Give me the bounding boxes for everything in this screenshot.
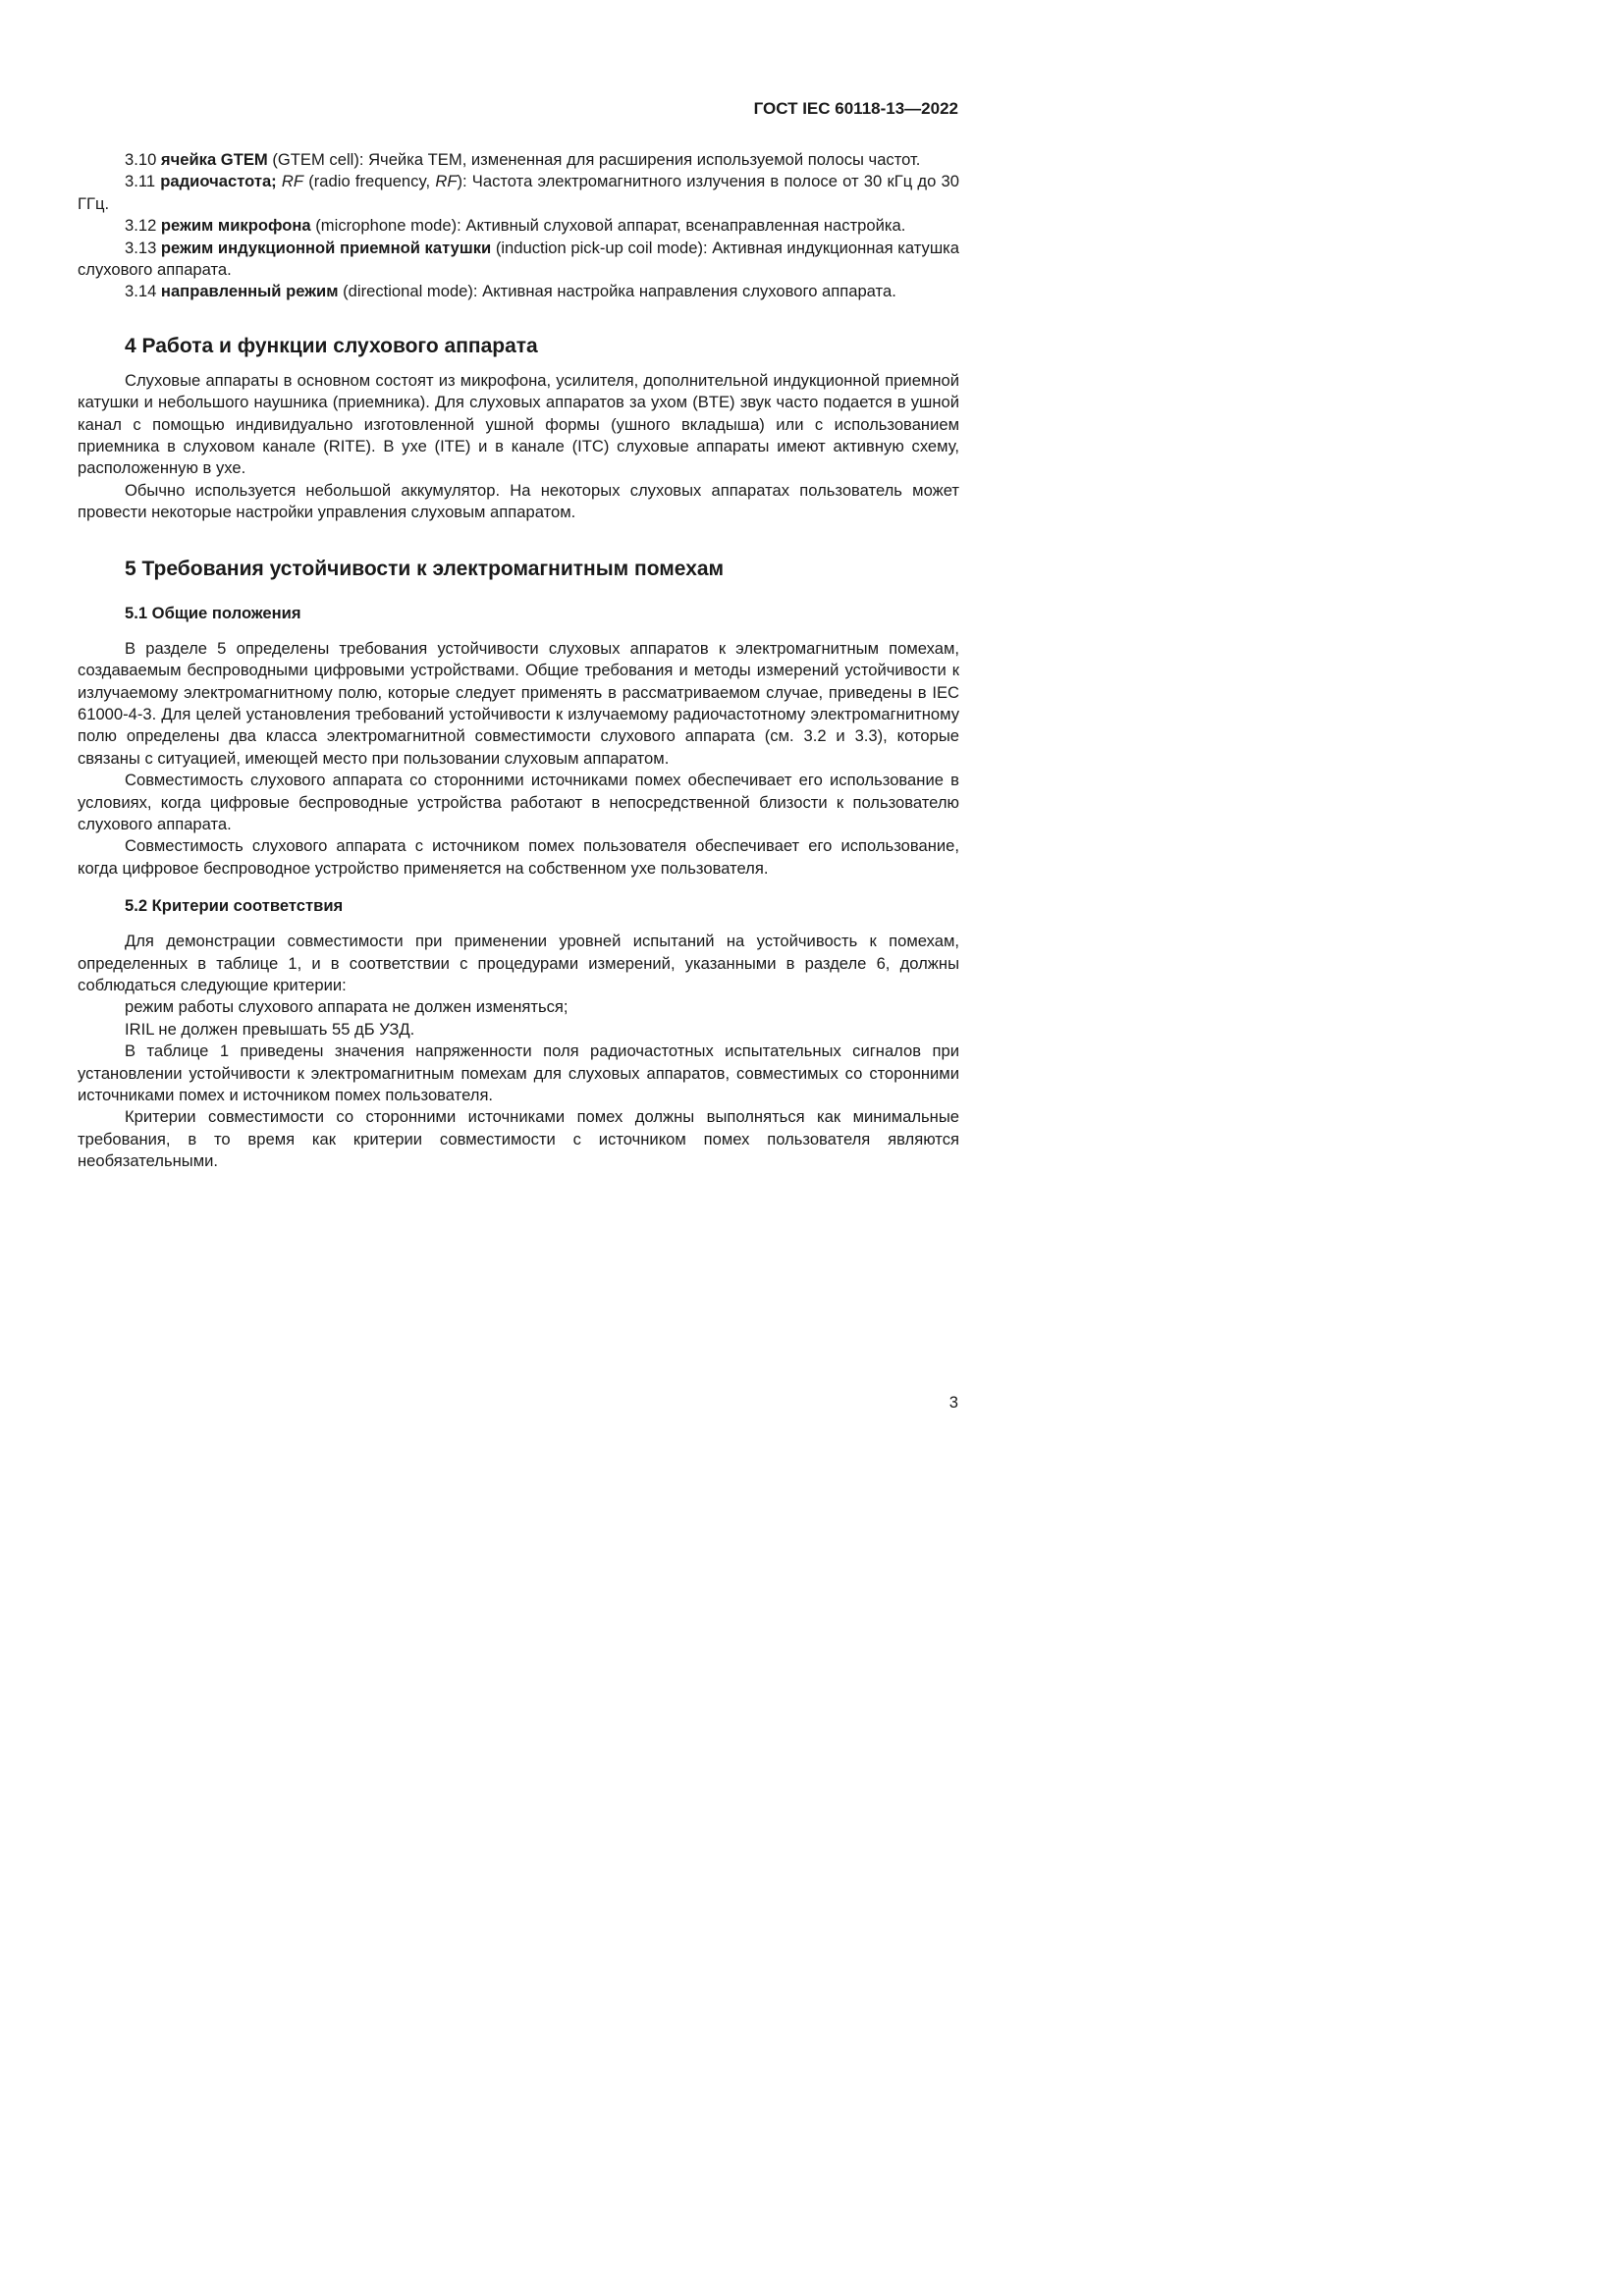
definition-text: (GTEM cell): Ячейка TEM, измененная для расширения используемой полосы частот. xyxy=(267,150,921,169)
subsection-5-2-intro: Для демонстрации совместимости при применении уровней испытаний на устойчивость к помехам, определенных в таблице 1, и в соответствии с процедурами измерений, указанными в разделе 6, должны соблюдаться следующие критерии: xyxy=(78,932,959,994)
subsection-5-2-paragraph: В таблице 1 приведены значения напряженности поля радиочастотных испытательных сигналов при установлении устойчивости к электромагнитным помехам для слуховых аппаратов, совместимых со сторонними источниками помех и источником помех пользователя. xyxy=(78,1041,959,1104)
section-4-paragraph: Слуховые аппараты в основном состоят из микрофона, усилителя, дополнительной индукционной приемной катушки и небольшого наушника (приемника). Для слуховых аппаратов за ухом (BTE) звук часто подается в ушной канал с помощью индивидуально изготовленной ушной формы (ушного вкладыша) или с использованием приемника в слуховом канале (RITE). В ухе (ITE) и в канале (ITC) слуховые аппараты имеют активную схему, расположенную в ухе. xyxy=(78,370,959,478)
definition-term: ячейка GTEM xyxy=(160,150,268,169)
definition-abbreviation: RF xyxy=(281,172,304,191)
definition-number: 3.10 xyxy=(125,150,157,169)
page-content xyxy=(78,149,959,1173)
section-4-heading: 4 Работа и функции слухового аппарата xyxy=(125,334,538,357)
definition-text: (directional mode): Активная настройка направления слухового аппарата. xyxy=(338,282,896,301)
document-page xyxy=(0,0,1080,1527)
definition-text: (radio frequency, xyxy=(303,172,436,191)
subsection-5-2-paragraph: Критерии совместимости со сторонними источниками помех должны выполняться как минимальные требования, в то время как критерии совместимости с источником помех пользователя являются необязательными. xyxy=(78,1107,959,1171)
definition-3-12 xyxy=(78,215,959,237)
definition-text: (microphone mode): Активный слуховой аппарат, всенаправленная настройка. xyxy=(310,216,906,236)
subsection-5-1-paragraph: В разделе 5 определены требования устойчивости слуховых аппаратов к электромагнитным помехам, создаваемым беспроводными цифровыми устройствами. Общие требования и методы измерений устойчивости к излучаемому электромагнитному полю, которые следует применять в рассматриваемом случае, приведены в IEC 61000-4-3. Для целей установления требований устойчивости к излучаемому радиочастотному электромагнитному полю определены два класса электромагнитной совместимости слухового аппарата (см. 3.2 и 3.3), которые связаны с ситуацией, имеющей место при пользовании слуховым аппаратом. xyxy=(78,638,959,768)
definition-number: 3.13 xyxy=(125,238,157,257)
page-number: 3 xyxy=(948,1393,958,1412)
section-5-heading: 5 Требования устойчивости к электромагнитным помехам xyxy=(125,557,725,580)
definition-text: ): Частота электромагнитного излучения в полосе от 30 кГц до 30 ГГц. xyxy=(78,172,959,213)
criterion-item: режим работы слухового аппарата не должен изменяться; xyxy=(125,997,568,1017)
subsection-5-2-heading: 5.2 Критерии соответствия xyxy=(125,896,344,916)
subsection-5-1-paragraph: Совместимость слухового аппарата с источником помех пользователя обеспечивает его использование, когда цифровое беспроводное устройство применяется на собственном ухе пользователя. xyxy=(78,836,959,878)
section-4-paragraph: Обычно используется небольшой аккумулятор. На некоторых слуховых аппаратах пользователь может провести некоторые настройки управления слуховым аппаратом. xyxy=(78,480,959,522)
definition-3-11 xyxy=(78,171,959,215)
definition-3-14 xyxy=(78,281,959,302)
definition-abbreviation: RF xyxy=(435,172,458,191)
definition-3-10 xyxy=(78,149,959,171)
definition-number: 3.12 xyxy=(125,216,157,236)
subsection-5-1-heading: 5.1 Общие положения xyxy=(125,603,301,622)
definition-3-13 xyxy=(78,238,959,282)
subsection-5-1-paragraph: Совместимость слухового аппарата со сторонними источниками помех обеспечивает его использование в условиях, когда цифровые беспроводные устройства работают в непосредственной близости к пользователю слухового аппарата. xyxy=(78,771,959,833)
definition-term: режим микрофона xyxy=(160,216,311,236)
criterion-item: IRIL не должен превышать 55 дБ УЗД. xyxy=(125,1019,415,1039)
definition-text: (induction pick-up coil mode): Активная индукционная катушка слухового аппарата. xyxy=(78,238,959,280)
definition-term: режим индукционной приемной катушки xyxy=(160,238,492,257)
definition-term: направленный режим xyxy=(160,282,339,301)
definition-number: 3.14 xyxy=(125,282,157,301)
document-code: ГОСТ IEC 60118-13—2022 xyxy=(753,99,958,118)
definition-term: радиочастота; xyxy=(160,172,277,191)
definition-number: 3.11 xyxy=(125,172,156,191)
